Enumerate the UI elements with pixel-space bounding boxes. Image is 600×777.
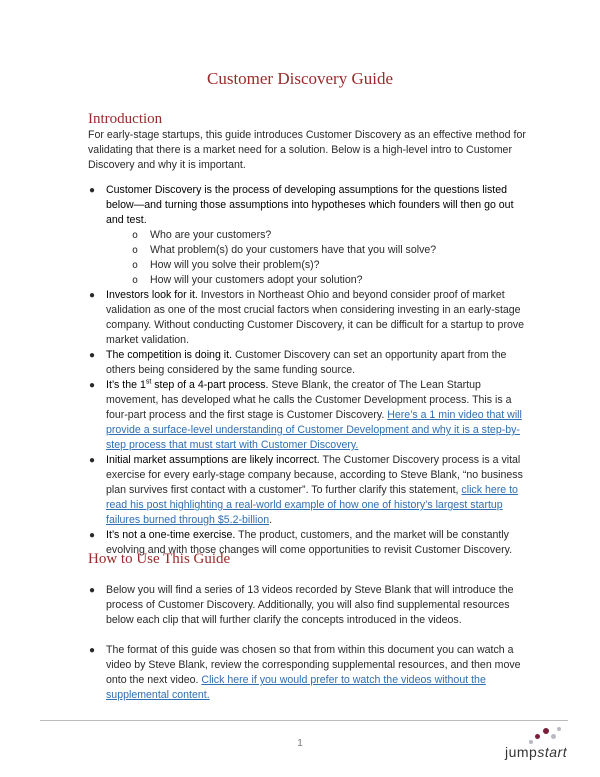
sub-list-item — [132, 258, 533, 273]
logo-text-jump: jump — [505, 744, 538, 760]
list-item — [88, 453, 533, 528]
page-title: Customer Discovery Guide — [206, 69, 394, 88]
lead-text: step of a 4-part process. — [151, 379, 269, 391]
videos-only-link[interactable]: Click here if you would prefer to watch the videos without the supplemental content. — [106, 674, 486, 701]
bullet-icon: ● — [89, 185, 96, 196]
bullet-text: Investors in Northeast Ohio and beyond consider proof of market validation as one of the most crucial factors when considering investing in an early-stage company. Without conducting Customer Discovery, it can be difficult for a startup to prove market validation. — [106, 289, 525, 346]
list-item — [88, 183, 533, 288]
jumpstart-logo — [505, 726, 568, 766]
sub-item-text: What problem(s) do your customers have that you will solve? — [150, 244, 437, 256]
bullet-icon: ● — [89, 585, 96, 596]
sub-list-item — [132, 228, 533, 243]
bullet-lead: It’s not a one-time exercise. — [106, 529, 236, 541]
circle-bullet-icon: o — [132, 230, 139, 241]
list-item — [88, 288, 533, 348]
circle-bullet-icon: o — [132, 245, 139, 256]
logo-dot — [535, 734, 540, 739]
logo-dot — [557, 727, 561, 731]
logo-text-start: start — [537, 744, 568, 760]
circle-bullet-icon: o — [132, 275, 139, 286]
list-item — [88, 583, 533, 628]
logo-dot — [551, 734, 556, 739]
bullet-icon: ● — [89, 290, 96, 301]
footer-divider — [40, 720, 568, 721]
bullet-lead: Initial market assumptions are likely incorrect. — [106, 454, 320, 466]
list-item — [88, 348, 533, 378]
bullet-icon: ● — [89, 530, 96, 541]
bullet-icon: ● — [89, 350, 96, 361]
intro-paragraph: For early-stage startups, this guide introduces Customer Discovery as an effective method for validating that there is a market need for a solution. Below is a high-level intro to Customer Discovery and why it is important. — [88, 129, 526, 171]
circle-bullet-icon: o — [132, 260, 139, 271]
customer-development-video-link[interactable]: Here’s a 1 min video that will provide a surface-level understanding of Customer Development and why it is a step-by-step process that must start with Customer Discovery. — [106, 409, 522, 451]
logo-wordmark — [505, 744, 567, 760]
bullet-icon: ● — [89, 455, 96, 466]
logo-dot — [543, 728, 549, 734]
bullet-icon: ● — [89, 380, 96, 391]
howto-heading: How to Use This Guide — [88, 551, 231, 567]
ordinal-suffix: st — [145, 378, 152, 386]
list-item — [88, 378, 533, 453]
question-sublist — [106, 228, 533, 288]
sub-item-text: How will your customers adopt your solution? — [150, 274, 363, 286]
bullet-text: The format of this guide was chosen so that from within this document you can watch a video by Steve Blank, review the corresponding supplemental resources, and then move onto the next video. — [106, 644, 521, 686]
bullet-text: Customer Discovery can set an opportunity apart from the others being considered by the same funding source. — [106, 349, 507, 376]
bullet-text: The Customer Discovery process is a vital exercise for every early-stage company because, according to Steve Blank, “no business plan survives first contact with a customer”. To further clarify this statement, — [106, 454, 523, 496]
bullet-text: Steve Blank, the creator of The Lean Startup movement, has developed what he calls the Customer Development process. This is a four-part process and the first stage is Customer Discovery. — [106, 379, 512, 421]
bullet-tail: . — [269, 514, 273, 526]
page-number: 1 — [297, 738, 303, 749]
bullet-lead: Investors look for it. — [106, 289, 198, 301]
bullet-lead: The competition is doing it. — [106, 349, 233, 361]
sub-item-text: How will you solve their problem(s)? — [150, 259, 320, 271]
sub-list-item — [132, 243, 533, 258]
bullet-text: The product, customers, and the market will be constantly evolving and with those changes will come opportunities to revisit Customer Discovery. — [106, 529, 513, 556]
bullet-lead — [106, 379, 269, 391]
intro-bullet-list — [88, 183, 533, 558]
bullet-lead: Customer Discovery is the process of developing assumptions for the questions listed below—and turning those assumptions into hypotheses which founders will then go out and test. — [106, 184, 514, 226]
startup-failure-post-link[interactable]: click here to read his post highlighting a real-world example of how one of history’s largest startup failures burned through $5.2-billion — [106, 484, 518, 526]
howto-bullet-list — [88, 583, 533, 703]
list-item — [88, 643, 533, 703]
lead-text: It’s the 1 — [106, 379, 146, 391]
bullet-icon: ● — [89, 645, 96, 656]
bullet-text: Below you will find a series of 13 videos recorded by Steve Blank that will introduce the process of Customer Discovery. Additionally, you will also find supplemental resources below each clip that will further clarify the concepts introduced in the videos. — [106, 584, 514, 626]
sub-list-item — [132, 273, 533, 288]
intro-heading: Introduction — [88, 111, 163, 127]
sub-item-text: Who are your customers? — [150, 229, 272, 241]
